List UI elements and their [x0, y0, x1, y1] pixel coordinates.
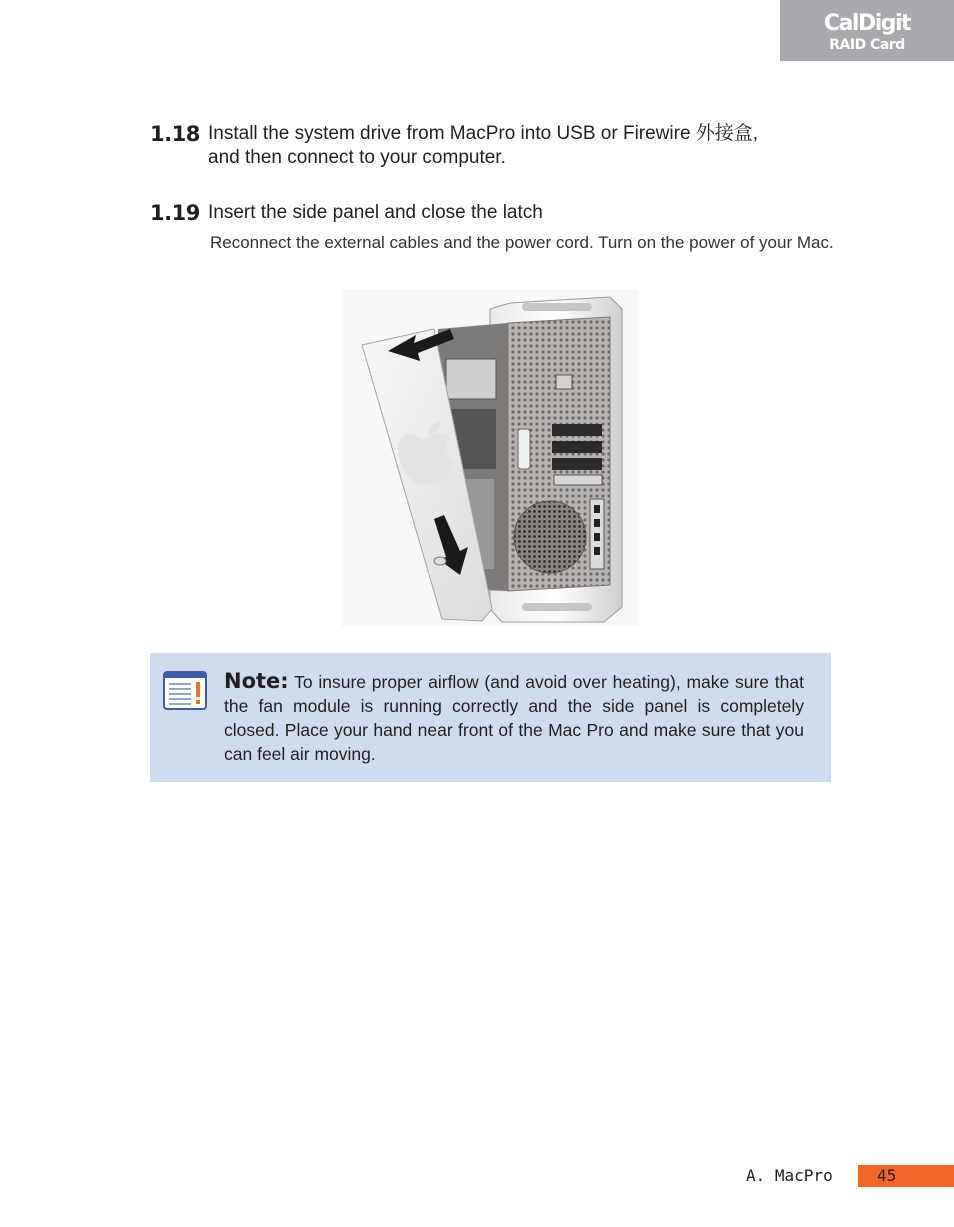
- step-number-1-19: 1.19: [150, 201, 200, 225]
- note-callout: [150, 653, 831, 782]
- step-1-18-line-1: Install the system drive from MacPro into USB or Firewire 外接盒,: [208, 123, 759, 144]
- step-1-19-detail: Reconnect the external cables and the power cord. Turn on the power of your Mac.: [210, 233, 834, 252]
- footer-section-label: A. MacPro: [746, 1166, 833, 1185]
- step-1-18-text: [208, 122, 848, 170]
- note-label: Note:: [224, 669, 289, 693]
- step-1-19-title: Insert the side panel and close the latch: [208, 202, 543, 223]
- note-warning-icon: [163, 671, 207, 711]
- note-body: To insure proper airflow (and avoid over heating), make sure that the fan module is running correctly and the side panel is completely closed. Place your hand near front of the Mac Pro and make sure that you can feel air moving.: [224, 672, 804, 764]
- step-number-1-18: 1.18: [150, 122, 200, 146]
- page-number-badge: [858, 1165, 954, 1187]
- product-name: RAID Card: [829, 37, 905, 53]
- note-text: [224, 669, 804, 766]
- page-number: 45: [877, 1166, 897, 1185]
- brand-logo: [780, 0, 954, 61]
- step-1-18-line-2: and then connect to your computer.: [208, 147, 506, 168]
- brand-name: CalDigit: [823, 11, 911, 36]
- mac-pro-side-panel-illustration: [342, 289, 639, 627]
